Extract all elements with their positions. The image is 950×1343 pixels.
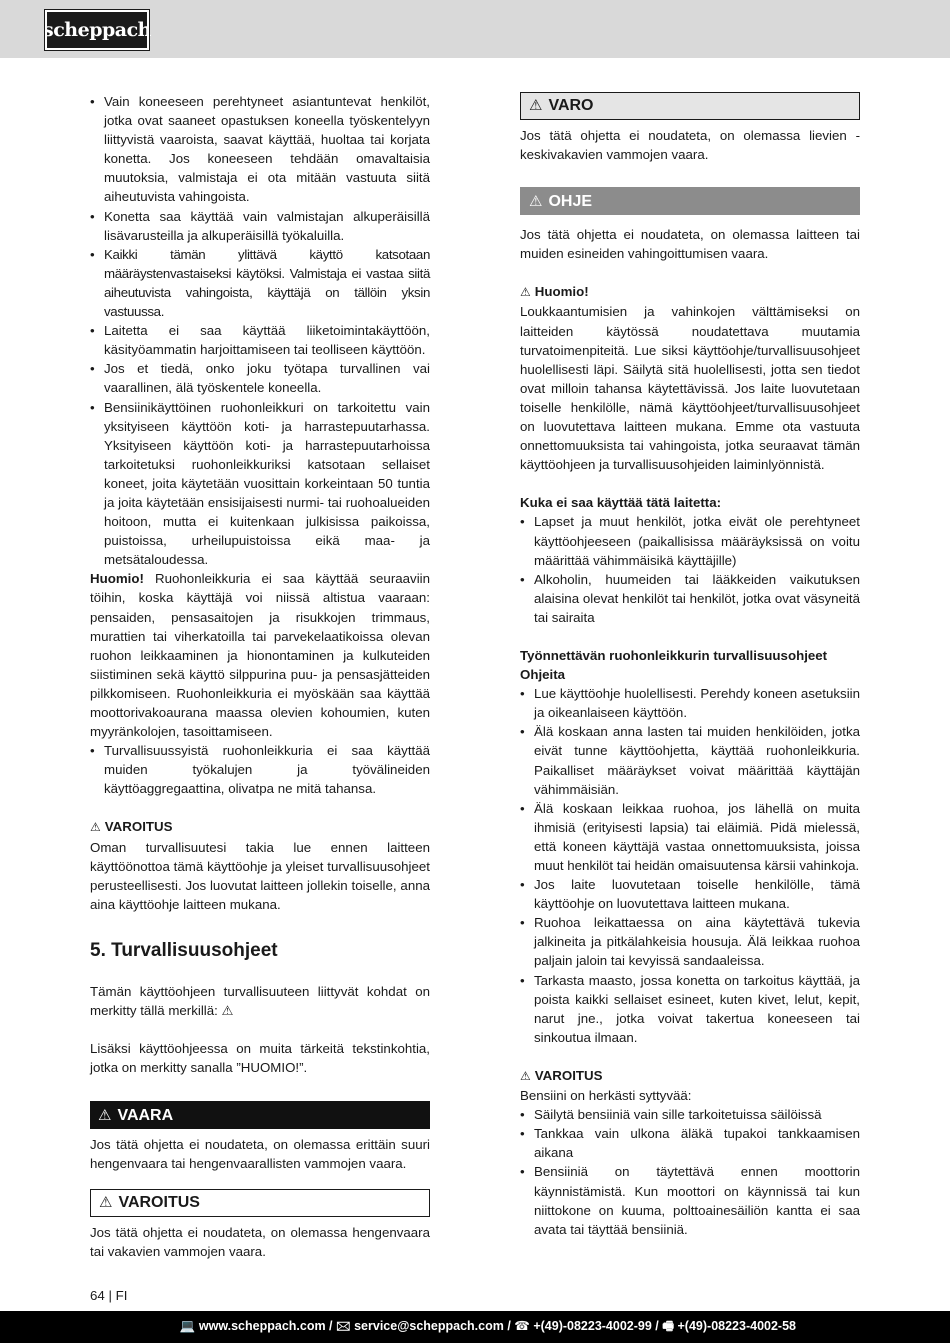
- language-code: FI: [115, 1288, 128, 1303]
- list-item: • Kaikki tämän ylittävä käyttö katsotaan määräystenvastaiseksi käytöksi. Valmistaja ei vastaa siitä aiheutuvista vahingoista, käyttäjä on tällöin yksin vastuussa.: [90, 245, 430, 321]
- varoitus-box: [90, 1189, 430, 1217]
- safety-list: [90, 741, 430, 798]
- ohje-box: [520, 187, 860, 215]
- section-paragraph: Tämän käyttöohjeen turvallisuuteen liittyvät kohdat on merkitty tällä merkillä: ⚠: [90, 983, 430, 1019]
- list-item: • Säilytä bensiiniä vain sille tarkoitetuissa säilöissä: [520, 1105, 860, 1124]
- list-item: • Älä koskaan anna lasten tai muiden henkilöiden, jotka eivät tunne käyttöohjetta, käyttää ruohonleikkuria. Paikalliset määräykset voivat määrittää käyttäjän vähimmäisiän.: [520, 722, 860, 798]
- varo-title: VARO: [548, 97, 594, 115]
- right-column: [520, 92, 860, 1239]
- huomio-label: Huomio!: [90, 571, 144, 587]
- list-item: • Laitetta ei saa käyttää liiketoimintakäyttöön, käsityöammatin harjoittamiseen tai teolliseen käyttöön.: [90, 321, 430, 359]
- section-paragraph: Lisäksi käyttöohjeessa on muita tärkeitä tekstinkohtia, jotka on merkitty sanalla ”HUOMIO!”.: [90, 1041, 430, 1076]
- ohjeita-list: [520, 684, 860, 1047]
- warning-icon: ⚠: [90, 820, 101, 835]
- varo-text: Jos tätä ohjetta ei noudateta, on olemassa lievien - keskivakavien vammojen vaara.: [520, 128, 860, 163]
- warning-icon: ⚠: [520, 285, 531, 300]
- huomio-text: Ruohonleikkuria ei saa käyttää seuraaviin töihin, koska käyttäjä voi niissä altistua vaaraan: pensaiden, pensasaitojen ja risukkojen trimmaus, murattien tai viherkatoilla tai parvekelaatikoissa olevan ruohon leikkaaminen ja hionontaminen ja kulkuteiden siistiminen sekä käyttö silppurina puu- ja pensasjätteiden pilkkomiseen. Ruohonleikkuria ei myöskään saa käyttää moottorivakoaurana maassa olevien kohoumien, kuten myyränkolojen, tasoittamiseen.: [90, 571, 430, 740]
- warning-icon: ⚠: [98, 1106, 112, 1124]
- warning-icon: ⚠: [529, 97, 543, 115]
- varoitus-intro: Bensiini on herkästi syttyvää:: [520, 1088, 692, 1104]
- vaara-title: VAARA: [117, 1106, 174, 1124]
- warning-icon: ⚠: [520, 1068, 531, 1083]
- ohje-title: OHJE: [548, 192, 593, 210]
- vaara-text: Jos tätä ohjetta ei noudateta, on olemassa erittäin suuri hengenvaara tai hengenvaarallisten vammojen vaara.: [90, 1137, 430, 1172]
- list-item: • Lapset ja muut henkilöt, jotka eivät ole perehtyneet käyttöohjeeseen (paikallisissa määräyksissä on voitu määrittää vähimmäisikä käyttäjille): [520, 512, 860, 569]
- huomio-text: Loukkaantumisien ja vahinkojen välttämiseksi on laitteiden käytössä noudatettava muutamia turvatoimenpiteitä. Lue siksi käyttöohje/turvallisuusohjeet huolellisesti läpi. Säilytä sitä huolellisesti, jotta sen tiedot ovat milloin tahansa käytettävissä. Jos laite luovutetaan toiselle henkilölle, nämä käyttöohjeet/turvallisuusohjeet on luovutettava laitteen mukana. Emme ota vastuuta onnettomuuksista tai vahingoista, jotka seuraavat tämän käyttöohjeen ja turvallisuusohjeiden laiminlyönnistä.: [520, 304, 860, 473]
- huomio-paragraph: [90, 569, 430, 741]
- varoitus-list: [520, 1105, 860, 1239]
- tyon-heading: Työnnettävän ruohonleikkurin turvallisuusohjeet: [520, 647, 828, 663]
- varoitus-box-text: Jos tätä ohjetta ei noudateta, on olemassa hengenvaara tai vakavien vammojen vaara.: [90, 1224, 430, 1259]
- ohjeita-heading: Ohjeita: [520, 667, 566, 683]
- left-column: [90, 92, 430, 1261]
- varoitus-text: Oman turvallisuutesi takia lue ennen laitteen käyttöönottoa tämä käyttöohje ja yleiset turvallisuusohjeet perusteellisesti. Jos luovutat laitteen jollekin toiselle, anna aina käyttöohje laitteen mukana.: [90, 839, 430, 912]
- section-title: 5. Turvallisuusohjeet: [90, 939, 278, 961]
- page-number: 64 | FI: [90, 1288, 128, 1303]
- page-number-value: 64: [90, 1288, 105, 1303]
- varoitus-heading: [520, 1066, 860, 1086]
- list-item: • Lue käyttöohje huolellisesti. Perehdy koneen asetuksiin ja oikeanlaiseen käyttöön.: [520, 684, 860, 722]
- brand-logo: scheppach: [45, 10, 149, 50]
- list-item: • Jos laite luovutetaan toiselle henkilölle, tämä käyttöohje on luovutettava laitteen mukana.: [520, 875, 860, 913]
- varoitus-title: VAROITUS: [534, 1067, 603, 1083]
- contact-info: 💻 www.scheppach.com / 🖂 service@scheppach.com / ☎ +(49)-08223-4002-99 / 🖷 +(49)-08223-4002-58: [179, 1318, 796, 1333]
- list-item: • Tarkasta maasto, jossa konetta on tarkoitus käyttää, ja poista kaikki sellaiset esineet, kuten kivet, lelut, kepit, narut jne., jotka voivat takertua koneeseen tai sinkoutua ilmaan.: [520, 971, 860, 1047]
- list-item: • Ruohoa leikattaessa on aina käytettävä tukevia jalkineita ja pitkälahkeisia housuja. Älä leikkaa ruohoa paljain jaloin tai kevyissä sandaaleissa.: [520, 913, 860, 970]
- varoitus-title: VAROITUS: [104, 819, 173, 835]
- list-item: • Alkoholin, huumeiden tai lääkkeiden vaikutuksen alaisina olevat henkilöt tai henkilöt, jotka ovat väsyneitä tai sairaita: [520, 570, 860, 627]
- varo-box: [520, 92, 860, 120]
- contact-bar: [0, 1311, 950, 1343]
- warning-icon: ⚠: [529, 192, 543, 210]
- kuka-heading: Kuka ei saa käyttää tätä laitetta:: [520, 495, 722, 511]
- list-item: • Konetta saa käyttää vain valmistajan alkuperäisillä lisävarusteilla ja alkuperäisillä työkaluilla.: [90, 207, 430, 245]
- varoitus-heading: [90, 817, 430, 837]
- huomio-title: Huomio!: [534, 284, 589, 300]
- ohje-text: Jos tätä ohjetta ei noudateta, on olemassa laitteen tai muiden esineiden vahingoittumisen vaara.: [520, 227, 860, 262]
- list-item: • Bensiinikäyttöinen ruohonleikkuri on tarkoitettu vain yksityiseen käyttöön koti- ja harrastepuutarhassa. Yksityiseen käyttöön koti- ja harrastepuutarhoissa tarkoitetuksi ruohonleikkuriksi katsotaan sellaiset koneet, joita käytetään vuosittain korkeintaan 50 tuntia ja joita käytetään ensisijaisesti nurmi- tai ruohoalueiden hoitoon, mutta ei kuitenkaan julkisissa paikoissa, puistoissa, urheilupuistoissa eikä maa- ja metsätaloudessa.: [90, 398, 430, 570]
- list-item: • Tankkaa vain ulkona äläkä tupakoi tankkaamisen aikana: [520, 1124, 860, 1162]
- list-item: • Turvallisuussyistä ruohonleikkuria ei saa käyttää muiden työkalujen ja työvälineiden käyttöaggregaattina, olivatpa ne mitä tahansa.: [90, 741, 430, 798]
- list-item: • Vain koneeseen perehtyneet asiantuntevat henkilöt, jotka ovat saaneet opastuksen koneella työskentelyyn liittyvistä vaaroista, saavat käyttää, huoltaa tai korjata konetta. Jos koneeseen tehdään omavaltaisia muutoksia, valmistaja ei ota mitään vastuuta siitä aiheutuvista vahingoista.: [90, 92, 430, 207]
- list-item: • Bensiiniä on täytettävä ennen moottorin käynnistämistä. Kun moottori on käynnissä tai kun niittokone on kuuma, polttoainesäiliön kantta ei saa avata tai täyttää bensiiniä.: [520, 1162, 860, 1238]
- vaara-box: [90, 1101, 430, 1129]
- usage-restrictions-list: [90, 92, 430, 569]
- warning-icon: ⚠: [99, 1193, 113, 1211]
- kuka-list: [520, 512, 860, 627]
- header-bar: [0, 0, 950, 58]
- list-item: • Älä koskaan leikkaa ruohoa, jos lähellä on muita ihmisiä (erityisesti lapsia) tai eläimiä. Pidä mielessä, että koneen käyttäjä vastaa onnettomuuksista, joissa muut henkilöt tai heidän omaisuutensa kärsii vahinkoja.: [520, 799, 860, 875]
- huomio-heading: [520, 282, 860, 302]
- varoitus-box-title: VAROITUS: [118, 1193, 200, 1211]
- list-item: • Jos et tiedä, onko joku työtapa turvallinen vai vaarallinen, älä työskentele koneella.: [90, 359, 430, 397]
